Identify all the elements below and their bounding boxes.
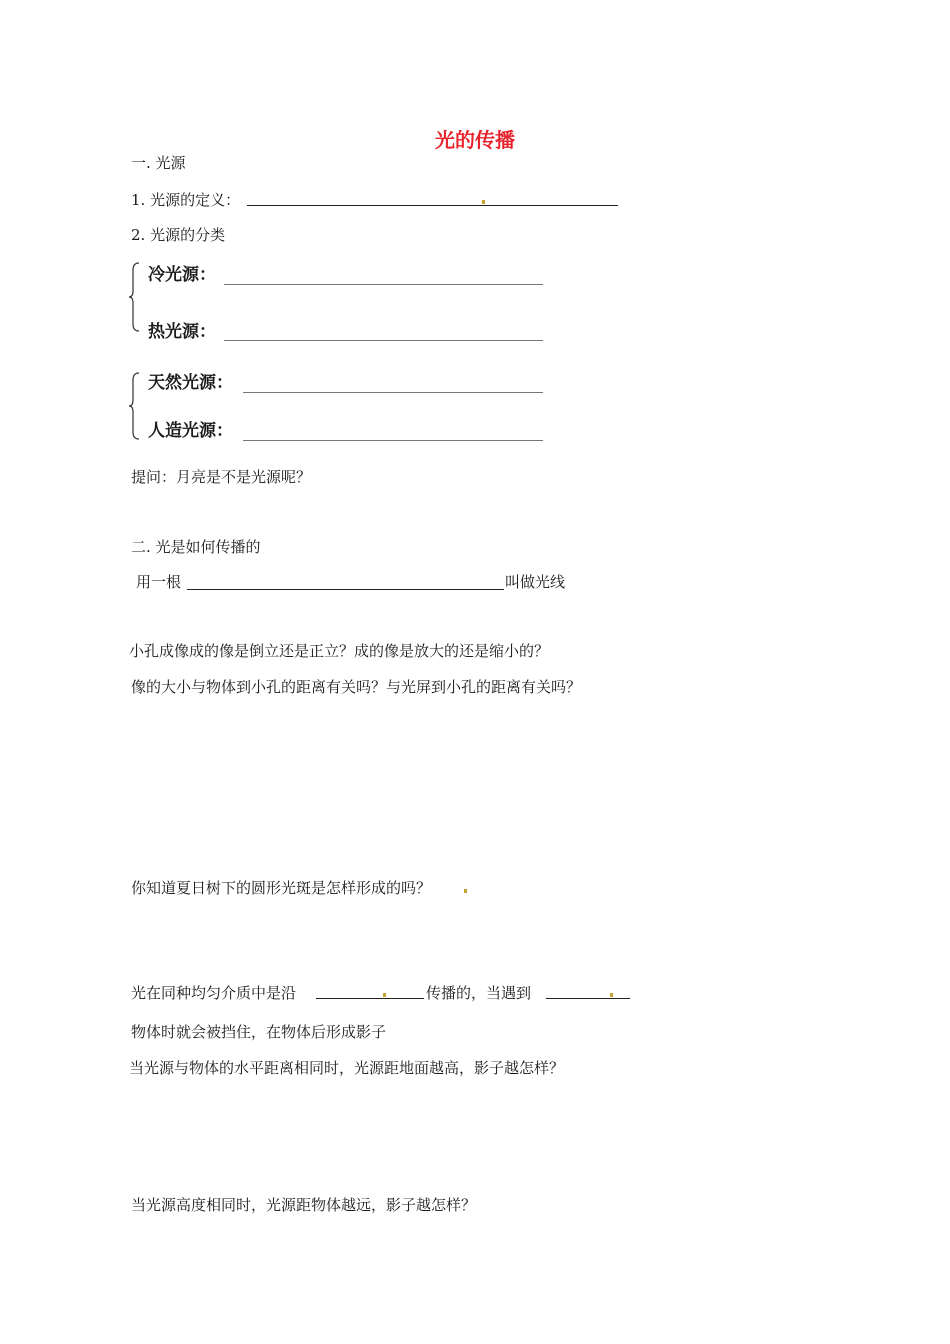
hot-light-label: 热光源：	[148, 322, 216, 342]
speck	[464, 889, 467, 893]
ray-suffix: 叫做光线	[505, 573, 566, 591]
shadow-distance-question: 当光源高度相同时，光源距物体越远，影子越怎样？	[131, 1196, 477, 1214]
propagation-line-2: 物体时就会被挡住，在物体后形成影子	[131, 1023, 387, 1041]
artificial-light-blank[interactable]	[243, 440, 543, 441]
cold-light-blank[interactable]	[224, 284, 543, 285]
ray-prefix: 用一根	[136, 573, 182, 591]
cold-light-label: 冷光源：	[148, 265, 216, 285]
brace-group1-icon	[128, 262, 140, 332]
section1-heading: 一. 光源	[131, 154, 186, 172]
ray-blank[interactable]	[187, 589, 504, 590]
brace-group2-icon	[128, 372, 140, 440]
section2-heading: 二. 光是如何传播的	[131, 538, 261, 556]
artificial-light-label: 人造光源：	[148, 421, 233, 441]
speck	[482, 200, 485, 204]
hot-light-blank[interactable]	[224, 340, 543, 341]
natural-light-label: 天然光源：	[148, 373, 233, 393]
definition-blank[interactable]	[247, 205, 618, 206]
natural-light-blank[interactable]	[243, 392, 543, 393]
shadow-height-question: 当光源与物体的水平距离相同时，光源距地面越高，影子越怎样？	[129, 1059, 565, 1077]
page-title: 光的传播	[435, 128, 515, 152]
speck	[383, 993, 386, 997]
propagation-mid: 传播的，当遇到	[426, 984, 532, 1002]
speck	[610, 993, 613, 997]
propagation-blank-1[interactable]	[316, 998, 424, 999]
definition-label: 1. 光源的定义：	[131, 191, 241, 209]
propagation-blank-2[interactable]	[546, 998, 630, 999]
propagation-prefix: 光在同种均匀介质中是沿	[131, 984, 297, 1002]
pinhole-question-2: 像的大小与物体到小孔的距离有关吗？与光屏到小孔的距离有关吗？	[131, 678, 582, 696]
classification-label: 2. 光源的分类	[131, 226, 226, 244]
moon-question: 提问：月亮是不是光源呢？	[131, 468, 312, 486]
pinhole-question-1: 小孔成像成的像是倒立还是正立？成的像是放大的还是缩小的？	[129, 642, 550, 660]
tree-light-question: 你知道夏日树下的圆形光斑是怎样形成的吗？	[131, 879, 432, 897]
